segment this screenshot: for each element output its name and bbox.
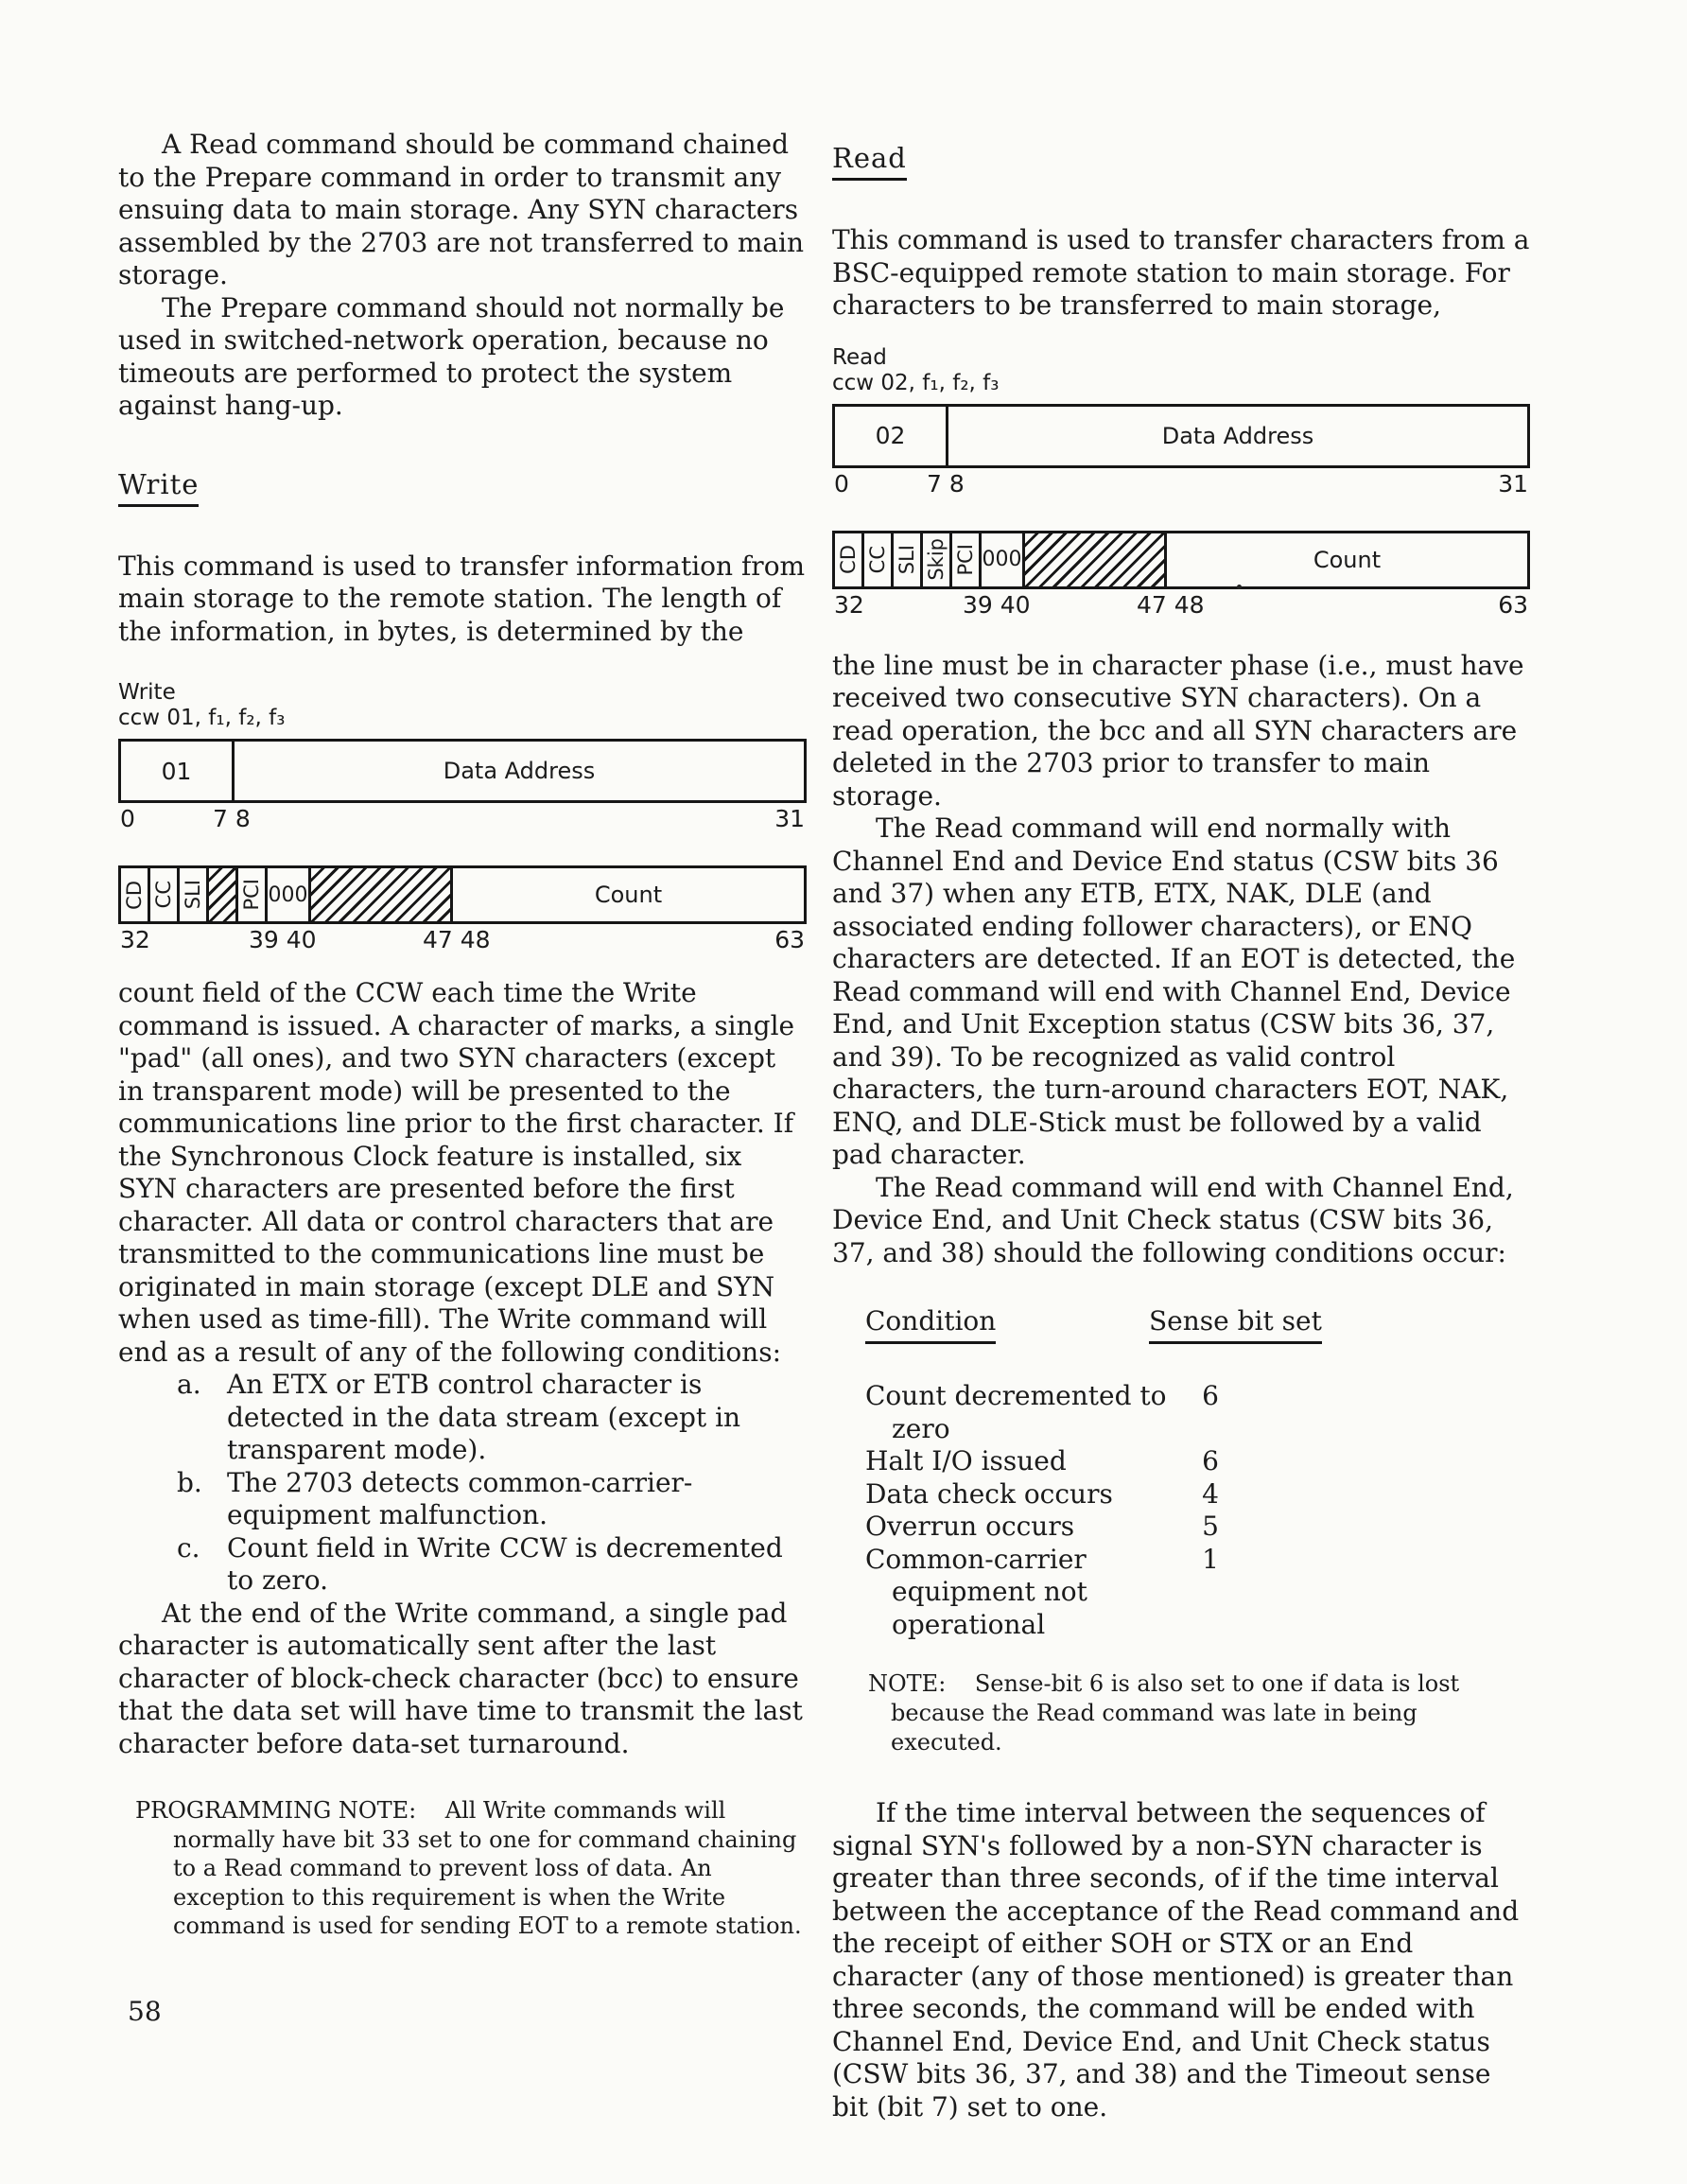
note-text: Sense-bit 6 is also set to one if data is lost because the Read command was late in being executed.	[891, 1670, 1460, 1756]
paragraph-prepare-caution: The Prepare command should not normally be used in switched-network operation, because no timeouts are performed to protect the system against hang-up.	[118, 291, 785, 421]
flag-cc-cell: CC	[150, 868, 180, 921]
condition-table	[865, 1305, 1530, 1641]
read-word2-ticks: 32 39 40 47 48 63	[834, 590, 1528, 619]
list-item: c. Count field in Write CCW is decremented to zero.	[177, 1531, 783, 1596]
page-number: 58	[128, 1996, 162, 2027]
write-count-cell: Count	[594, 882, 663, 908]
left-column	[118, 0, 807, 1941]
reserved-hatched-area	[1025, 533, 1167, 586]
paragraph-read-unit-check: The Read command will end with Channel End, Device End, and Unit Check status (CSW bits 36, 37, and 38) should the following conditions occur:	[832, 1171, 1514, 1268]
paragraph-timeout: If the time interval between the sequences of signal SYN's followed by a non-SYN character is greater than three seconds, of if the time interval between the acceptance of the Read command and the receipt of either SOH or STX or an End character (any of those mentioned) is greater than three seconds, the command will be ended with Channel End, Device End, and Unit Check status (CSW bits 36, 37, and 38) and the Timeout sense bit (bit 7) set to one.	[832, 1797, 1520, 2123]
write-end-conditions-list	[118, 1369, 807, 1598]
paragraph-read-phase: the line must be in character phase (i.e., must have received two consecutive SYN characters). On a read operation, the bcc and all SYN characters are deleted in the 2703 prior to transfer to main storage.	[832, 649, 1524, 812]
condition-table-header	[865, 1305, 1530, 1344]
zeros-cell: 000	[982, 533, 1025, 586]
write-ccw-word1	[118, 739, 807, 803]
paragraph-prepare-chain: A Read command should be command chained to the Prepare command in order to transmit any ensuing data to main storage. Any SYN characters assembled by the 2703 are not transferred to main storage.	[118, 129, 805, 290]
read-section-heading: Read	[832, 142, 1530, 181]
right-column	[832, 0, 1530, 2123]
read-count-cell: Count	[1313, 546, 1382, 573]
flag-cc-cell: CC	[864, 533, 894, 586]
paragraph-write-intro: This command is used to transfer information from main storage to the remote station. The length of the information, in bytes, is determined by the	[118, 550, 806, 647]
zeros-cell: 000	[268, 868, 311, 921]
paragraph-read-intro: This command is used to transfer characters from a BSC-equipped remote station to main storage. For characters to be transferred to main storage,	[832, 224, 1530, 321]
flag-pci-cell: PCI	[238, 868, 268, 921]
write-data-address-cell: Data Address	[443, 758, 596, 784]
flag-skip-hatched-cell	[209, 868, 238, 921]
flag-pci-cell: PCI	[952, 533, 982, 586]
write-ccw-word2	[118, 865, 807, 924]
list-item: a. An ETX or ETB control character is detected in the data stream (except in transparent mode).	[177, 1369, 741, 1465]
table-row: Data check occurs 4	[865, 1477, 1219, 1510]
table-row: Halt I/O issued 6	[865, 1445, 1219, 1476]
flag-sli-cell: SLI	[180, 868, 209, 921]
flag-skip-cell: Skip	[923, 533, 952, 586]
programming-note-text: All Write commands will normally have bit 33 set to one for command chaining to a Read command to prevent loss of data. An exception to this requirement is when the Write command is used for sending EOT to a remote station.	[173, 1797, 802, 1939]
write-ccw-line: ccw 01, f₁, f₂, f₃	[118, 706, 286, 730]
read-ccw-diagram	[832, 345, 1530, 621]
list-item: b. The 2703 detects common-carrier-equipment malfunction.	[177, 1466, 693, 1530]
sense-bit-note	[868, 1669, 1515, 1757]
write-section-heading: Write	[118, 468, 807, 507]
table-row: Overrun occurs 5	[865, 1511, 1219, 1542]
read-word1-ticks: 0 7 8 31	[834, 469, 1528, 498]
paragraph-read-normal-end: The Read command will end normally with Channel End and Device End status (CSW bits 36 and 37) when any ETB, ETX, NAK, DLE (and associated ending follower characters), or ENQ characters are detected. If an EOT is detected, the Read command will end with Channel End, Device End, and Unit Exception status (CSW bits 36, 37, and 39). To be recognized as valid control characters, the turn-around characters EOT, NAK, ENQ, and DLE-Stick must be followed by a valid pad character.	[832, 812, 1516, 1170]
scan-speck-artifact	[1237, 585, 1242, 589]
programming-note	[135, 1796, 826, 1941]
read-diagram-label: Read	[832, 344, 887, 370]
write-opcode-cell: 01	[121, 742, 235, 800]
note-label: NOTE:	[868, 1670, 947, 1697]
read-opcode-cell: 02	[835, 407, 948, 465]
sense-bit-header: Sense bit set	[1149, 1305, 1322, 1344]
condition-header: Condition	[865, 1305, 996, 1344]
flag-cd-cell: CD	[121, 868, 150, 921]
read-ccw-word1	[832, 404, 1530, 468]
paragraph-write-pad: At the end of the Write command, a single pad character is automatically sent after the last character of block-check character (bcc) to ensure that the data set will have time to transmit the last character before data-set turnaround.	[118, 1597, 803, 1759]
write-ccw-diagram	[118, 680, 807, 956]
flag-sli-cell: SLI	[894, 533, 923, 586]
paragraph-write-body: count field of the CCW each time the Write command is issued. A character of marks, a single "pad" (all ones), and two SYN characters (except in transparent mode) will be presented to the communications line prior to the first character. If the Synchronous Clock feature is installed, six SYN characters are presented before the first character. All data or control characters that are transmitted to the communications line must be originated in main storage (except DLE and SYN when used as time-fill). The Write command will end as a result of any of the following conditions:	[118, 977, 795, 1368]
table-row: Common-carrier equipment not operational 1	[865, 1543, 1219, 1640]
read-data-address-cell: Data Address	[1161, 422, 1314, 449]
read-ccw-word2	[832, 531, 1530, 589]
flag-cd-cell: CD	[835, 533, 864, 586]
write-word2-ticks: 32 39 40 47 48 63	[120, 926, 805, 953]
condition-table-rows	[865, 1380, 1530, 1641]
read-ccw-line: ccw 02, f₁, f₂, f₃	[832, 370, 1000, 395]
table-row: Count decremented to zero 6	[865, 1380, 1219, 1444]
programming-note-label: PROGRAMMING NOTE:	[135, 1797, 417, 1824]
write-word1-ticks: 0 7 8 31	[120, 805, 805, 832]
write-diagram-label: Write	[118, 680, 176, 705]
reserved-hatched-area	[311, 868, 453, 921]
